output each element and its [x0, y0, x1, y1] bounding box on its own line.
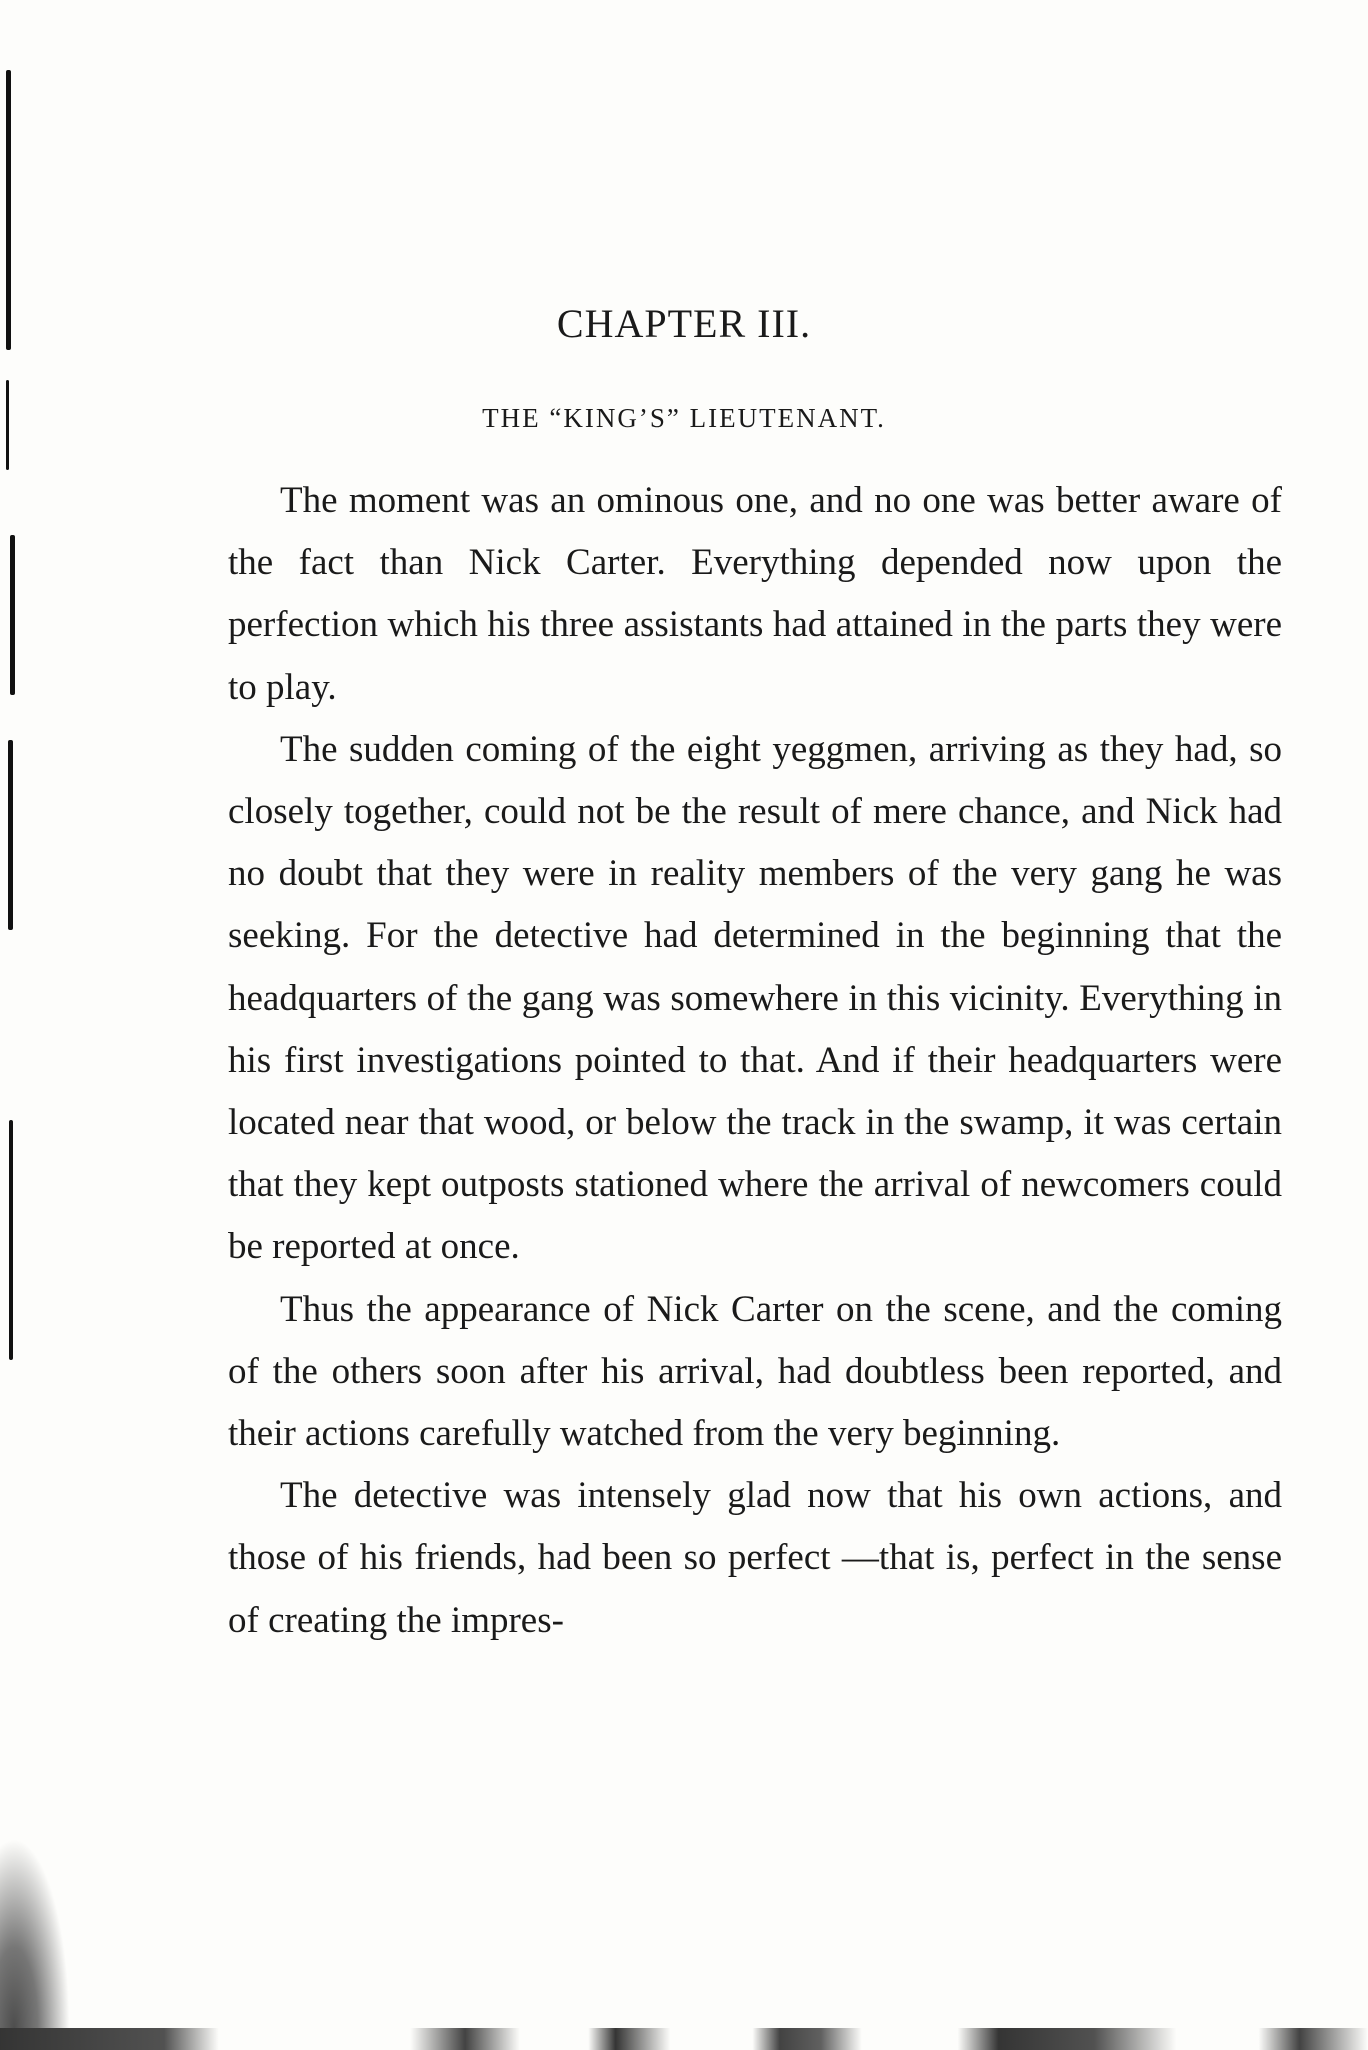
binding-edge-mark: [9, 1120, 13, 1360]
paragraph: The moment was an ominous one, and no one was better aware of the fact than Nick Carter. Everything depended now upon the perfection which his three assistants had attained in the parts they were to play.: [228, 480, 1282, 708]
chapter-subtitle: THE “KING’S” LIEUTENANT.: [482, 403, 886, 433]
paragraph: The sudden coming of the eight yeggmen, arriving as they had, so closely together, could not be the result of mere chance, and Nick had no doubt that they were in reality members of the very gang he was seeking. For the detective had determined in the beginning that the headquarters of the gang was somewhere in this vicinity. Everything in his first investigations pointed to that. And if their headquarters were located near that wood, or below the track in the swamp, it was certain that they kept outposts stationed where the arrival of newcomers could be reported at once.: [228, 728, 1282, 1268]
paragraph: Thus the appearance of Nick Carter on the scene, and the coming of the others soon after his arrival, had doubtless been reported, and their actions carefully watched from the very beginning.: [228, 1288, 1282, 1455]
paragraph: The detective was intensely glad now that his own actions, and those of his friends, had been so perfect —that is, perfect in the sense of creating the impres-: [228, 1475, 1282, 1641]
binding-edge-mark: [10, 535, 15, 695]
chapter-title: CHAPTER III.: [556, 301, 812, 346]
scan-bottom-edge: [0, 2028, 1368, 2050]
chapter-body: [228, 470, 1282, 1652]
binding-edge-mark: [8, 740, 13, 930]
scan-smudge: [0, 1838, 70, 2028]
